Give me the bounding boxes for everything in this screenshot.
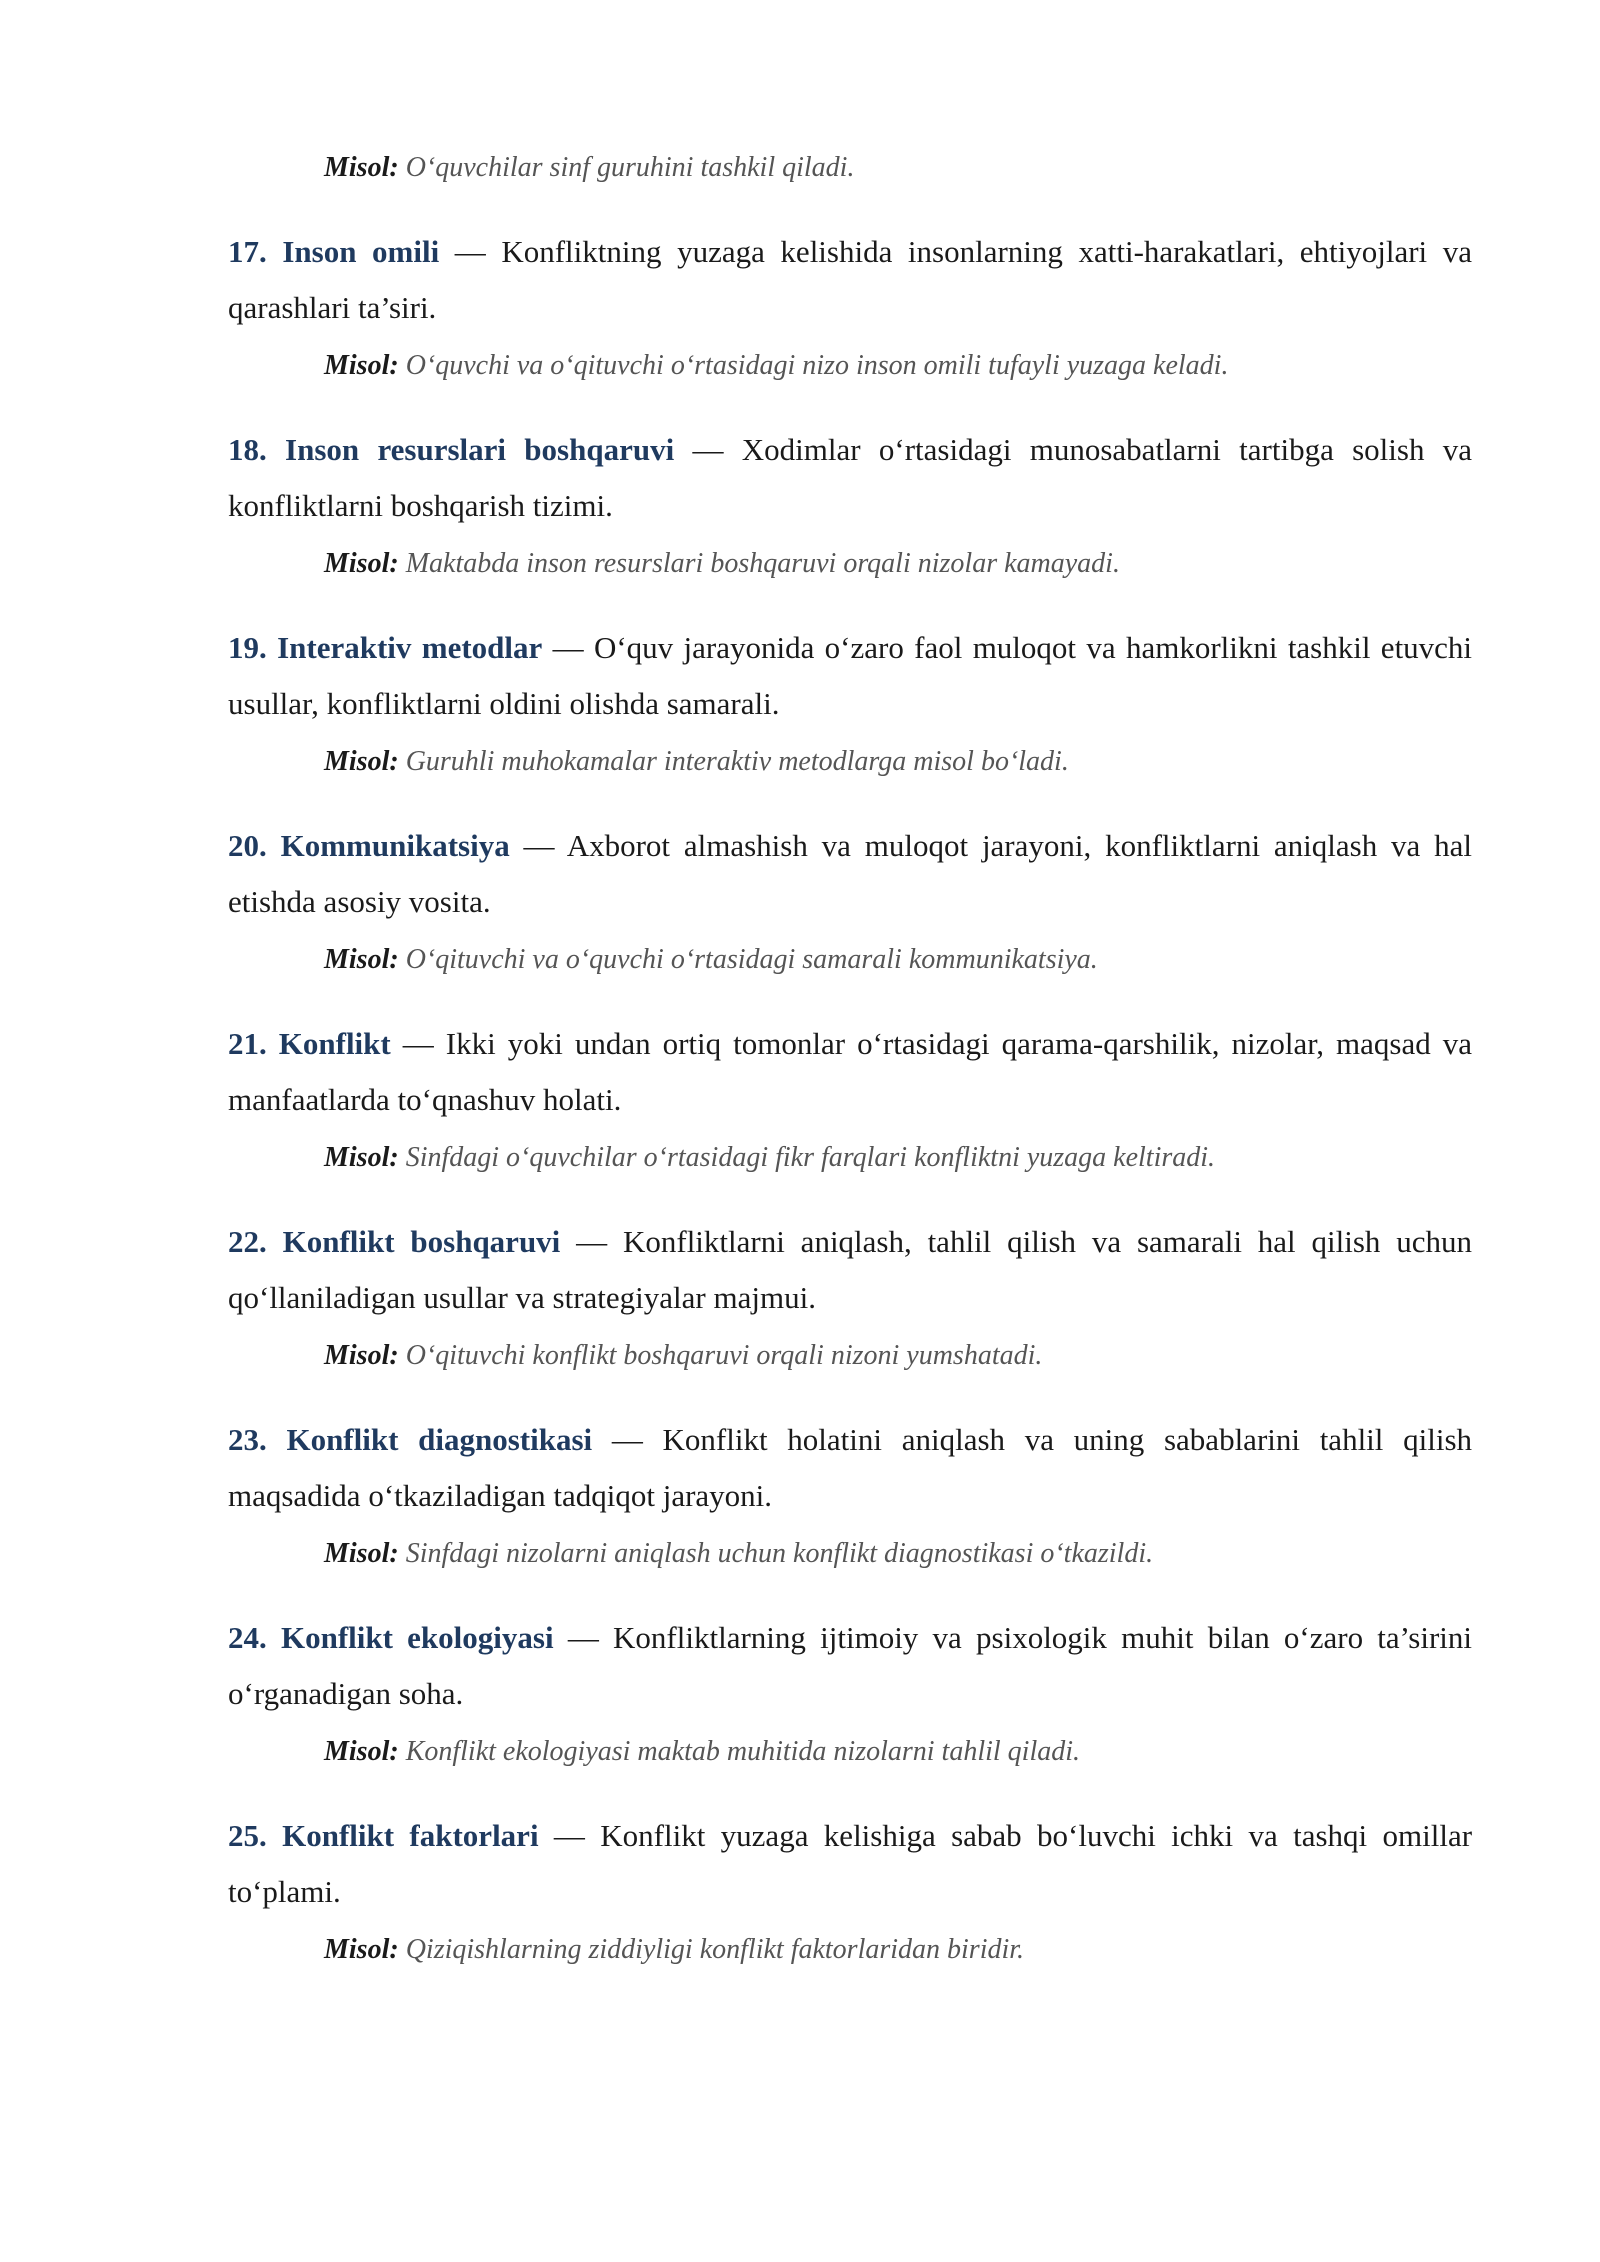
term-definition: [228, 1214, 1472, 1326]
term-example: [324, 544, 1472, 584]
term-name: Konflikt ekologiyasi: [280, 1620, 554, 1655]
example-label: Misol:: [324, 944, 399, 975]
term-name: Inson resurslari boshqaruvi: [285, 432, 675, 467]
term-definition-text: Konflikt holatini aniqlash va uning sabablarini tahlil qilish maqsadida o‘tkaziladigan tadqiqot jarayoni.: [228, 1422, 1473, 1513]
term-number: 21.: [228, 1026, 267, 1061]
term-entry-18: [228, 422, 1472, 584]
term-entry-20: [228, 818, 1472, 980]
term-dash: —: [576, 1224, 608, 1259]
term-number: 23.: [228, 1422, 267, 1457]
term-entry-22: [228, 1214, 1472, 1376]
term-number: 24.: [228, 1620, 267, 1655]
example-text: Maktabda inson resurslari boshqaruvi orqali nizolar kamayadi.: [405, 548, 1120, 579]
example-label: Misol:: [324, 350, 399, 381]
term-dash: —: [523, 828, 555, 863]
term-example: [324, 1930, 1472, 1970]
term-dash: —: [567, 1620, 599, 1655]
term-example: [324, 742, 1472, 782]
term-number: 17.: [228, 234, 267, 269]
term-entry-24: [228, 1610, 1472, 1772]
term-name: Kommunikatsiya: [280, 828, 510, 863]
example-text: Sinfdagi o‘quvchilar o‘rtasidagi fikr farqlari konfliktni yuzaga keltiradi.: [405, 1142, 1216, 1173]
example-text: Qiziqishlarning ziddiyligi konflikt faktorlaridan biridir.: [405, 1934, 1025, 1965]
term-example: [324, 940, 1472, 980]
term-number: 19.: [228, 630, 267, 665]
term-number: 22.: [228, 1224, 267, 1259]
term-dash: —: [692, 432, 724, 467]
term-definition-text: Konfliktlarning ijtimoiy va psixologik muhit bilan o‘zaro ta’sirini o‘rganadigan soha.: [228, 1620, 1473, 1711]
term-example: [324, 346, 1472, 386]
example-text: O‘qituvchi konflikt boshqaruvi orqali nizoni yumshatadi.: [405, 1340, 1043, 1371]
term-name: Konflikt boshqaruvi: [282, 1224, 561, 1259]
term-definition: [228, 422, 1472, 534]
term-definition-text: Ikki yoki undan ortiq tomonlar o‘rtasidagi qarama-qarshilik, nizolar, maqsad va manfaatlarda to‘qnashuv holati.: [228, 1026, 1473, 1117]
term-number: 25.: [228, 1818, 267, 1853]
term-dash: —: [454, 234, 486, 269]
term-dash: —: [402, 1026, 434, 1061]
term-name: Konflikt faktorlari: [282, 1818, 539, 1853]
term-name: Interaktiv metodlar: [277, 630, 543, 665]
term-definition: [228, 224, 1472, 336]
term-definition: [228, 1808, 1472, 1920]
term-definition-text: Axborot almashish va muloqot jarayoni, konfliktlarni aniqlash va hal etishda asosiy vosita.: [228, 828, 1473, 919]
example-label: Misol:: [324, 746, 399, 777]
term-dash: —: [552, 630, 584, 665]
term-definition-text: Konfliktlarni aniqlash, tahlil qilish va samarali hal qilish uchun qo‘llaniladigan usullar va strategiyalar majmui.: [228, 1224, 1473, 1315]
term-example: [324, 1138, 1472, 1178]
term-entry-23: [228, 1412, 1472, 1574]
term-definition: [228, 818, 1472, 930]
example-label: Misol:: [324, 152, 399, 183]
term-definition: [228, 1412, 1472, 1524]
term-definition: [228, 620, 1472, 732]
example-text: O‘qituvchi va o‘quvchi o‘rtasidagi samarali kommunikatsiya.: [405, 944, 1098, 975]
example-text: Sinfdagi nizolarni aniqlash uchun konflikt diagnostikasi o‘tkazildi.: [405, 1538, 1154, 1569]
example-label: Misol:: [324, 1340, 399, 1371]
example-text: Guruhli muhokamalar interaktiv metodlarga misol bo‘ladi.: [405, 746, 1069, 777]
example-label: Misol:: [324, 1142, 399, 1173]
term-definition: [228, 1610, 1472, 1722]
term-entry-21: [228, 1016, 1472, 1178]
term-example: [324, 1534, 1472, 1574]
example-text: O‘quvchi va o‘qituvchi o‘rtasidagi nizo inson omili tufayli yuzaga keladi.: [405, 350, 1229, 381]
term-name: Inson omili: [282, 234, 440, 269]
term-dash: —: [553, 1818, 585, 1853]
term-definition: [228, 1016, 1472, 1128]
term-definition-text: Konflikt yuzaga kelishiga sabab bo‘luvchi ichki va tashqi omillar to‘plami.: [228, 1818, 1473, 1909]
lead-example: [324, 148, 1472, 188]
term-name: Konflikt: [278, 1026, 391, 1061]
term-dash: —: [611, 1422, 643, 1457]
term-definition-text: Konfliktning yuzaga kelishida insonlarning xatti-harakatlari, ehtiyojlari va qarashlari ta’siri.: [228, 234, 1473, 325]
term-name: Konflikt diagnostikasi: [286, 1422, 593, 1457]
term-definition-text: Xodimlar o‘rtasidagi munosabatlarni tartibga solish va konfliktlarni boshqarish tizimi.: [228, 432, 1473, 523]
example-text: O‘quvchilar sinf guruhini tashkil qiladi.: [405, 152, 855, 183]
example-label: Misol:: [324, 1934, 399, 1965]
term-entry-25: [228, 1808, 1472, 1970]
term-entry-17: [228, 224, 1472, 386]
term-example: [324, 1732, 1472, 1772]
example-label: Misol:: [324, 1736, 399, 1767]
example-text: Konflikt ekologiyasi maktab muhitida nizolarni tahlil qiladi.: [405, 1736, 1080, 1767]
term-example: [324, 1336, 1472, 1376]
term-entry-19: [228, 620, 1472, 782]
example-label: Misol:: [324, 548, 399, 579]
term-number: 20.: [228, 828, 267, 863]
term-number: 18.: [228, 432, 267, 467]
term-definition-text: O‘quv jarayonida o‘zaro faol muloqot va hamkorlikni tashkil etuvchi usullar, konfliktlarni oldini olishda samarali.: [228, 630, 1473, 721]
example-label: Misol:: [324, 1538, 399, 1569]
